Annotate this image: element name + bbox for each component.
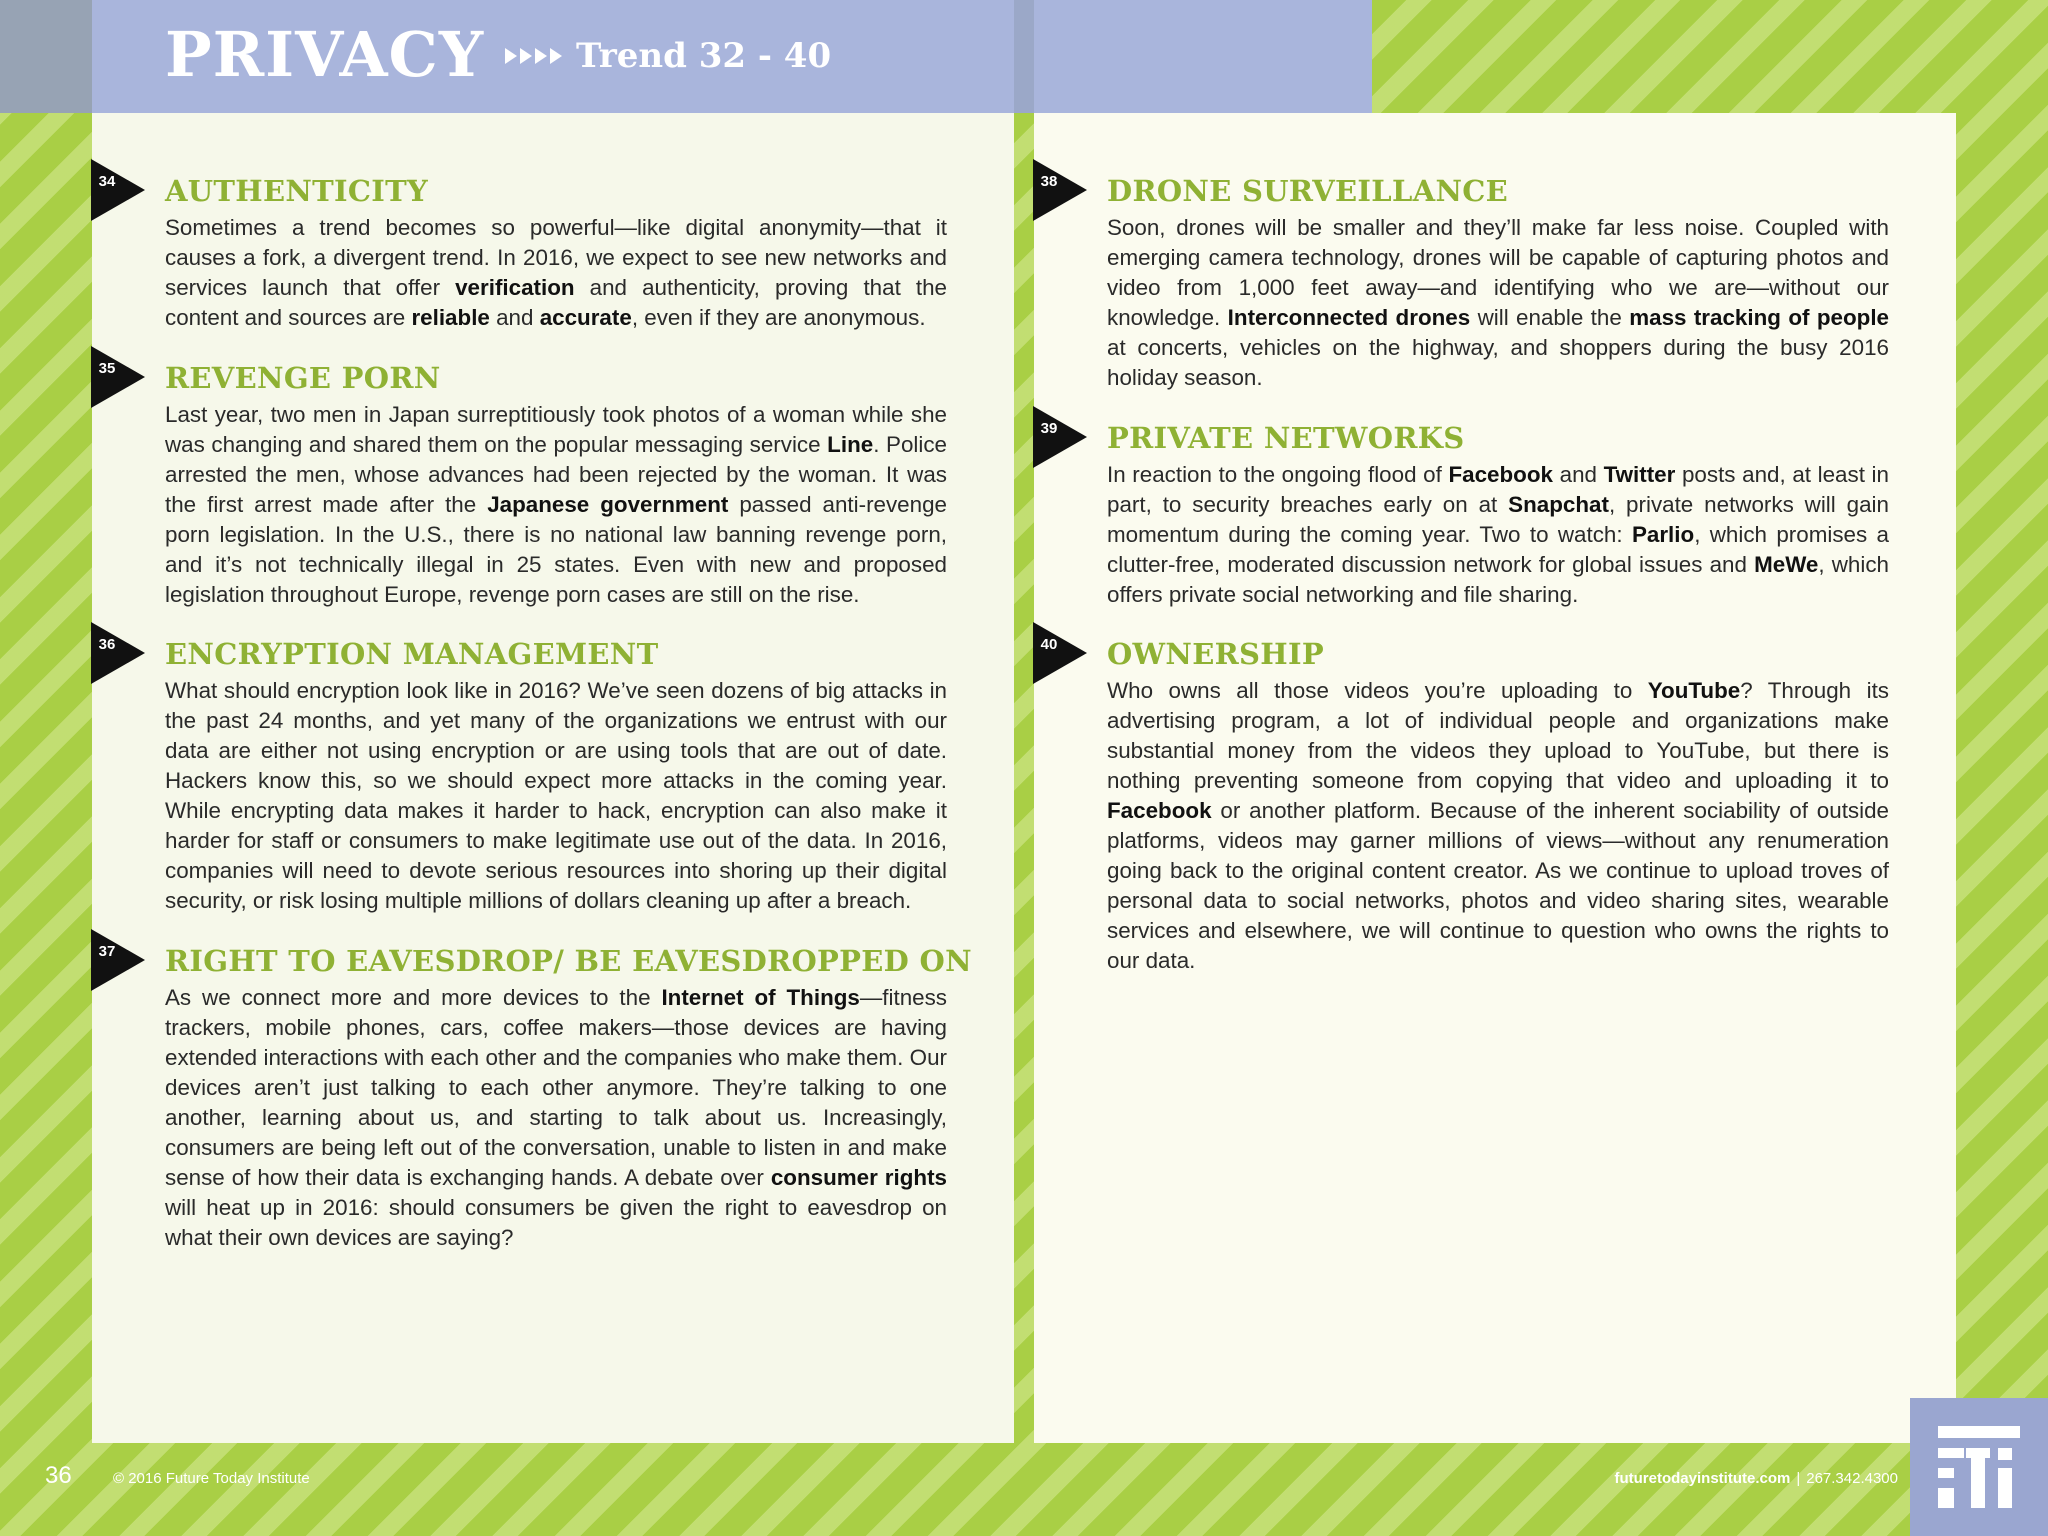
body-text: will heat up in 2016: should consumers be given the right to eavesdrop on what their own devices are saying?	[165, 1195, 947, 1250]
trend-title: AUTHENTICITY	[165, 174, 429, 208]
section-title: PRIVACY	[165, 18, 485, 91]
body-text: , private networks will gain momentum during the coming year. Two to watch:	[1107, 492, 1889, 547]
bold-keyword: Snapchat	[1508, 492, 1609, 517]
phone-number: 267.342.4300	[1806, 1470, 1898, 1487]
copyright: © 2016 Future Today Institute	[113, 1470, 310, 1487]
bold-keyword: MeWe	[1754, 552, 1819, 577]
left-column	[92, 113, 1014, 1443]
body-text: Who owns all those videos you’re uploading to	[1107, 678, 1648, 703]
body-text: and	[489, 305, 540, 330]
trend-ownership	[1040, 636, 1889, 976]
body-text: and	[1552, 462, 1604, 487]
bold-keyword: Facebook	[1448, 462, 1553, 487]
bold-keyword: Line	[827, 432, 874, 457]
trend-drone-surveillance	[1040, 173, 1890, 393]
trend-body	[165, 983, 947, 1253]
body-text: Last year, two men in Japan surreptitiously took photos of a woman while she was changing and shared them on the popular messaging service	[165, 402, 947, 457]
body-text: In reaction to the ongoing flood of	[1107, 462, 1449, 487]
arrows-icon	[505, 48, 562, 64]
institute-logo	[1910, 1398, 2048, 1536]
body-text: ? Through its advertising program, a lot of individual people and organizations make substantial money from the videos they upload to YouTube, but there is nothing preventing someone from copying that video and uploading it to	[1107, 678, 1889, 793]
fti-logo-icon	[1938, 1426, 2020, 1508]
body-text: at concerts, vehicles on the highway, and shoppers during the busy 2016 holiday season.	[1107, 335, 1889, 390]
trend-body	[1107, 676, 1889, 976]
bold-keyword: Japanese government	[487, 492, 729, 517]
trend-title: PRIVATE NETWORKS	[1107, 421, 1465, 455]
body-text: —fitness trackers, mobile phones, cars, coffee makers—those devices are having extended interactions with each other and the companies who make them. Our devices aren’t just talking to each other anymore. They’re talking to one another, learning about us, and starting to talk about us. Increasingly, consumers are being left out of the conversation, unable to listen in and make sense of how their data is exchanging hands. A debate over	[165, 985, 947, 1190]
body-text: As we connect more and more devices to the	[165, 985, 662, 1010]
body-text: will enable the	[1470, 305, 1630, 330]
trend-authenticity	[98, 173, 947, 333]
bold-keyword: Parlio	[1631, 522, 1695, 547]
body-text: passed anti-revenge porn legislation. In the U.S., there is no national law banning revenge porn, and it’s not technically illegal in 25 states. Even with new and proposed legislation throughout Europe, revenge porn cases are still on the rise.	[165, 492, 947, 607]
body-text: Sometimes a trend becomes so powerful—like digital anonymity—that it causes a fork, a divergent trend. In 2016, we expect to see new networks and services launch that offer	[165, 215, 947, 300]
bold-keyword: consumer rights	[770, 1165, 947, 1190]
trend-right-to-eavesdrop	[98, 943, 972, 1253]
trend-number: 35	[98, 360, 116, 377]
section-subtitle-group	[505, 36, 831, 76]
body-text: and authenticity, proving that the content and sources are	[165, 275, 947, 330]
bold-keyword: verification	[455, 275, 575, 300]
trend-body	[165, 400, 947, 610]
trend-title: REVENGE PORN	[165, 361, 441, 395]
body-text: , which promises a clutter-free, moderated discussion network for global issues and	[1107, 522, 1889, 577]
body-text: or another platform. Because of the inherent sociability of outside platforms, videos may garner millions of views—without any renumeration going back to the original content creator. As we continue to upload troves of personal data to social networks, photos and video sharing sites, wearable services and elsewhere, we will continue to question who owns the rights to our data.	[1107, 798, 1889, 973]
right-column	[1034, 113, 1956, 1443]
body-text: Soon, drones will be smaller and they’ll make far less noise. Coupled with emerging camera technology, drones will be capable of capturing photos and video from 1,000 feet away—and identifying who we are—without our knowledge.	[1107, 215, 1889, 330]
badge-arrow-icon	[91, 929, 145, 991]
body-text: , even if they are anonymous.	[631, 305, 926, 330]
section-subtitle: Trend 32 - 40	[576, 36, 832, 76]
trend-private-networks	[1040, 420, 1890, 610]
bold-keyword: YouTube	[1647, 678, 1741, 703]
trend-body	[165, 676, 947, 916]
trend-encryption-management	[98, 636, 947, 916]
badge-arrow-icon	[1033, 406, 1087, 468]
trend-body	[165, 213, 947, 333]
bold-keyword: Internet of Things	[661, 985, 860, 1010]
badge-arrow-icon	[91, 346, 145, 408]
trend-number: 36	[98, 636, 116, 653]
trend-body	[1107, 460, 1889, 610]
bold-keyword: accurate	[539, 305, 632, 330]
body-text: What should encryption look like in 2016? We’ve seen dozens of big attacks in the past 24 months, and yet many of the organizations we entrust with our data are either not using encryption or are using tools that are out of date. Hackers know this, so we should expect more attacks in the coming year. While encrypting data makes it harder to hack, encryption can also make it harder for staff or consumers to make legitimate use out of the data. In 2016, companies will need to devote serious resources into shoring up their digital security, or risk losing multiple millions of dollars cleaning up after a breach.	[165, 678, 947, 913]
trend-title: OWNERSHIP	[1107, 637, 1324, 671]
bold-keyword: Facebook	[1107, 798, 1212, 823]
badge-arrow-icon	[91, 159, 145, 221]
trend-number: 40	[1040, 636, 1058, 653]
trend-revenge-porn	[98, 360, 948, 610]
trend-title: DRONE SURVEILLANCE	[1107, 174, 1509, 208]
trend-number: 39	[1040, 420, 1058, 437]
page-number: 36	[45, 1462, 72, 1489]
trend-body	[1107, 213, 1889, 393]
badge-arrow-icon	[91, 622, 145, 684]
header-band-accent	[0, 0, 92, 113]
footer-contact	[1614, 1470, 1898, 1487]
footer-separator: |	[1796, 1470, 1801, 1487]
bold-keyword: reliable	[411, 305, 490, 330]
bold-keyword: Twitter	[1603, 462, 1676, 487]
badge-arrow-icon	[1033, 622, 1087, 684]
body-text: posts and, at least in part, to security breaches early on at	[1107, 462, 1889, 517]
trend-number: 37	[98, 943, 116, 960]
badge-arrow-icon	[1033, 159, 1087, 221]
body-text: . Police arrested the men, whose advances had been rejected by the woman. It was the first arrest made after the	[165, 432, 948, 517]
header-divider	[1014, 0, 1034, 113]
website-link[interactable]: futuretodayinstitute.com	[1614, 1470, 1791, 1487]
bold-keyword: Interconnected drones	[1227, 305, 1471, 330]
bold-keyword: mass tracking of people	[1629, 305, 1890, 330]
trend-title: ENCRYPTION MANAGEMENT	[165, 637, 659, 671]
body-text: , which offers private social networking and file sharing.	[1107, 552, 1890, 607]
trend-number: 38	[1040, 173, 1058, 190]
trend-number: 34	[98, 173, 116, 190]
trend-title: RIGHT TO EAVESDROP/ BE EAVESDROPPED ON	[165, 944, 972, 978]
